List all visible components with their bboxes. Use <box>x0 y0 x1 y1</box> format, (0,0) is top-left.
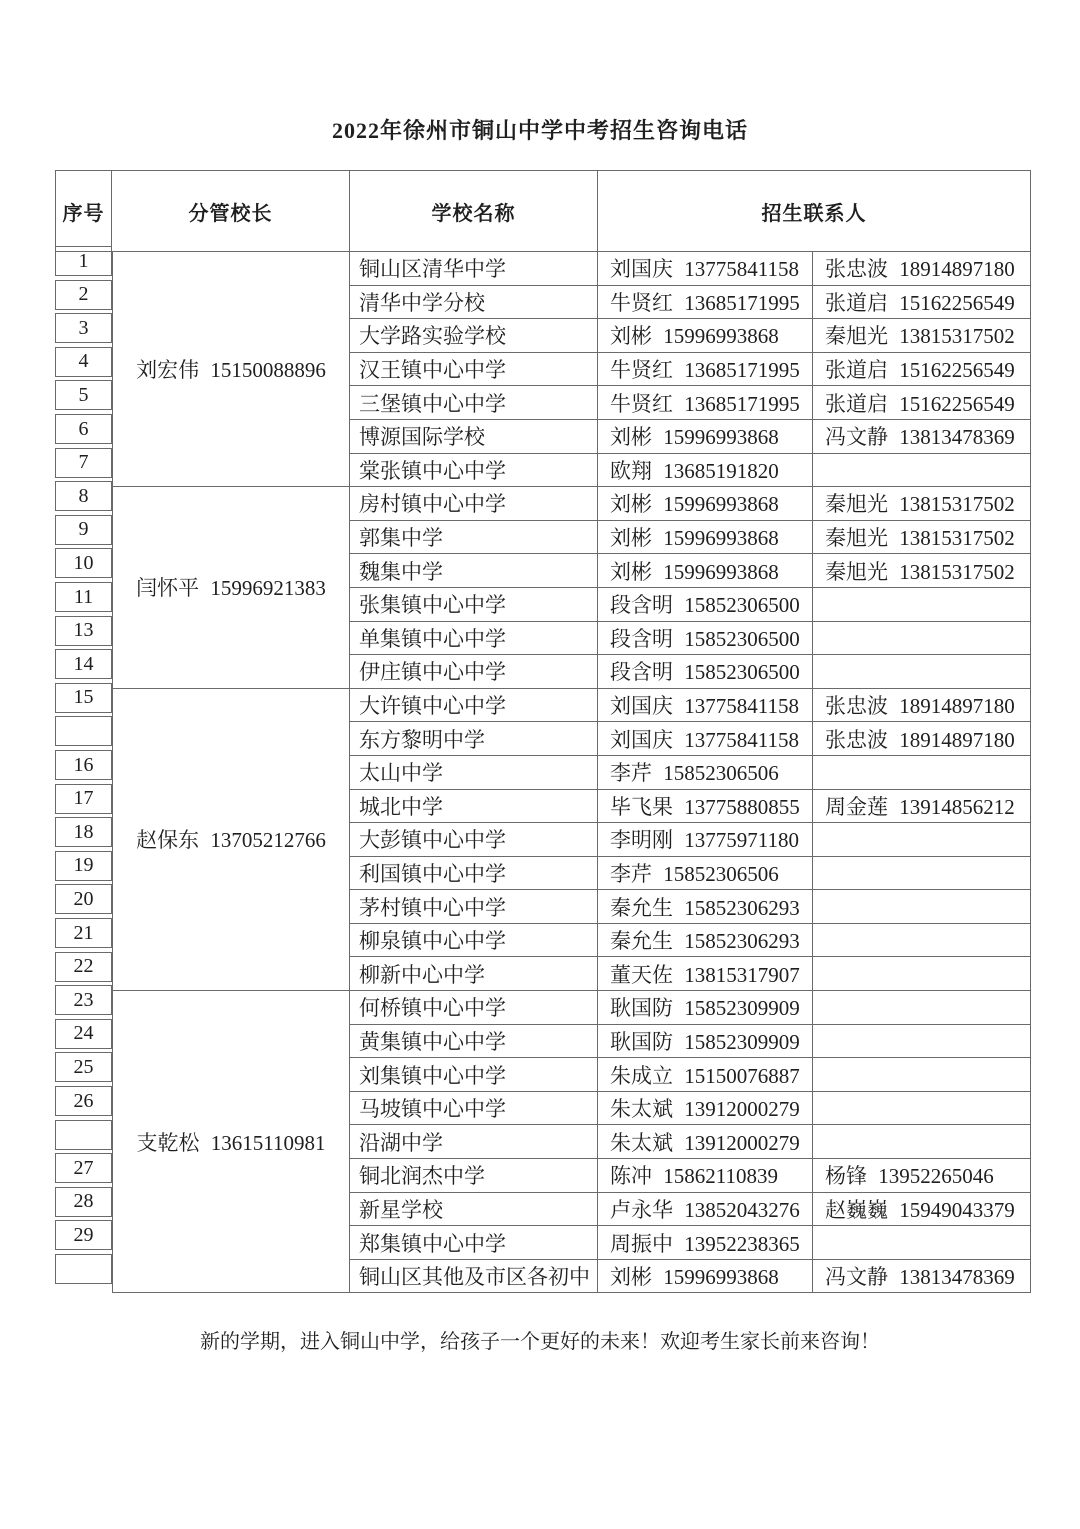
contact1-cell: 刘彬 15996993868 <box>598 487 813 521</box>
row-number-box: 5 <box>55 380 112 410</box>
school-cell: 黄集镇中心中学 <box>350 1025 598 1059</box>
school-cell: 清华中学分校 <box>350 286 598 320</box>
contact2-cell: 冯文静 13813478369 <box>813 1260 1031 1294</box>
contact2-cell: 赵巍巍 15949043379 <box>813 1193 1031 1227</box>
contact2-cell: 冯文静 13813478369 <box>813 420 1031 454</box>
contact1-cell: 周振中 13952238365 <box>598 1226 813 1260</box>
contact1-cell: 李芹 15852306506 <box>598 756 813 790</box>
principal-cell: 刘宏伟 15150088896 <box>112 252 350 487</box>
contact1-cell: 朱成立 15150076887 <box>598 1058 813 1092</box>
contact2-cell: 周金莲 13914856212 <box>813 790 1031 824</box>
row-number-box: 20 <box>55 884 112 914</box>
school-cell: 房村镇中心中学 <box>350 487 598 521</box>
school-cell: 单集镇中心中学 <box>350 622 598 656</box>
contact2-cell: 张忠波 18914897180 <box>813 252 1031 286</box>
contact2-cell <box>813 991 1031 1025</box>
contact1-cell: 陈冲 15862110839 <box>598 1159 813 1193</box>
row-number-box: 2 <box>55 280 112 310</box>
contact2-cell <box>813 454 1031 488</box>
contact1-cell: 朱太斌 13912000279 <box>598 1092 813 1126</box>
contact2-cell <box>813 756 1031 790</box>
row-number-box: 11 <box>55 582 112 612</box>
header-cell-school: 学校名称 <box>350 170 598 252</box>
school-cell: 铜山区其他及市区各初中 <box>350 1260 598 1294</box>
school-cell: 马坡镇中心中学 <box>350 1092 598 1126</box>
row-number-box: 22 <box>55 952 112 982</box>
school-cell: 大彭镇中心中学 <box>350 823 598 857</box>
school-cell: 柳新中心中学 <box>350 957 598 991</box>
contact1-cell: 朱太斌 13912000279 <box>598 1125 813 1159</box>
school-cell: 太山中学 <box>350 756 598 790</box>
contact2-cell <box>813 823 1031 857</box>
page-title: 2022年徐州市铜山中学中考招生咨询电话 <box>331 118 748 143</box>
row-number-box: 6 <box>55 414 112 444</box>
contact1-cell: 刘国庆 13775841158 <box>598 722 813 756</box>
row-number-box: 17 <box>55 784 112 814</box>
school-cell: 刘集镇中心中学 <box>350 1058 598 1092</box>
contact2-cell <box>813 1058 1031 1092</box>
row-number-box: 28 <box>55 1187 112 1217</box>
principal-cell: 支乾松 13615110981 <box>112 991 350 1293</box>
school-cell: 博源国际学校 <box>350 420 598 454</box>
contact2-cell <box>813 588 1031 622</box>
contact2-cell <box>813 890 1031 924</box>
contact2-cell: 秦旭光 13815317502 <box>813 521 1031 555</box>
contact2-cell <box>813 1092 1031 1126</box>
school-cell: 铜山区清华中学 <box>350 252 598 286</box>
school-cell: 郑集镇中心中学 <box>350 1226 598 1260</box>
school-cell: 利国镇中心中学 <box>350 857 598 891</box>
contact2-cell <box>813 1226 1031 1260</box>
contact1-cell: 李芹 15852306506 <box>598 857 813 891</box>
contact1-cell: 欧翔 13685191820 <box>598 454 813 488</box>
contact1-cell: 牛贤红 13685171995 <box>598 353 813 387</box>
row-number-box <box>55 1120 112 1150</box>
contact1-cell: 刘彬 15996993868 <box>598 521 813 555</box>
school-cell: 伊庄镇中心中学 <box>350 655 598 689</box>
contact1-cell: 刘彬 15996993868 <box>598 420 813 454</box>
row-number-box <box>55 716 112 746</box>
contact1-cell: 牛贤红 13685171995 <box>598 286 813 320</box>
row-number-box: 3 <box>55 313 112 343</box>
contact2-cell <box>813 655 1031 689</box>
school-cell: 大许镇中心中学 <box>350 689 598 723</box>
school-cell: 张集镇中心中学 <box>350 588 598 622</box>
row-number-box: 21 <box>55 918 112 948</box>
row-number-box: 27 <box>55 1153 112 1183</box>
contact1-cell: 刘国庆 13775841158 <box>598 252 813 286</box>
school-cell: 郭集中学 <box>350 521 598 555</box>
contact1-cell: 耿国防 15852309909 <box>598 991 813 1025</box>
school-cell: 柳泉镇中心中学 <box>350 924 598 958</box>
row-number-box: 23 <box>55 985 112 1015</box>
row-number-box: 26 <box>55 1086 112 1116</box>
row-number-box: 16 <box>55 750 112 780</box>
row-number-box: 9 <box>55 515 112 545</box>
contact2-cell: 张忠波 18914897180 <box>813 689 1031 723</box>
contact2-cell: 杨锋 13952265046 <box>813 1159 1031 1193</box>
row-number-box: 24 <box>55 1019 112 1049</box>
school-cell: 城北中学 <box>350 790 598 824</box>
contact1-cell: 秦允生 15852306293 <box>598 924 813 958</box>
contact2-cell: 张道启 15162256549 <box>813 353 1031 387</box>
contact1-cell: 刘彬 15996993868 <box>598 319 813 353</box>
row-number-box: 29 <box>55 1220 112 1250</box>
contact2-cell <box>813 957 1031 991</box>
contact2-cell <box>813 1125 1031 1159</box>
contact1-cell: 耿国防 15852309909 <box>598 1025 813 1059</box>
header-cell-principal: 分管校长 <box>112 170 350 252</box>
admissions-table <box>55 170 1031 1293</box>
school-cell: 沿湖中学 <box>350 1125 598 1159</box>
contact1-cell: 刘彬 15996993868 <box>598 1260 813 1294</box>
contact1-cell: 毕飞果 13775880855 <box>598 790 813 824</box>
school-cell: 魏集中学 <box>350 554 598 588</box>
school-cell: 东方黎明中学 <box>350 722 598 756</box>
contact1-cell: 卢永华 13852043276 <box>598 1193 813 1227</box>
header-cell-no: 序号 <box>55 170 112 252</box>
school-cell: 铜北润杰中学 <box>350 1159 598 1193</box>
row-number-box <box>55 1254 112 1284</box>
contact1-cell: 秦允生 15852306293 <box>598 890 813 924</box>
table-wrap <box>55 170 1031 1293</box>
contact2-cell <box>813 857 1031 891</box>
principal-cell: 赵保东 13705212766 <box>112 689 350 991</box>
row-number-box: 18 <box>55 817 112 847</box>
contact1-cell: 李明刚 13775971180 <box>598 823 813 857</box>
row-number-box: 10 <box>55 548 112 578</box>
school-cell: 何桥镇中心中学 <box>350 991 598 1025</box>
contact1-cell: 段含明 15852306500 <box>598 588 813 622</box>
school-cell: 汉王镇中心中学 <box>350 353 598 387</box>
school-cell: 新星学校 <box>350 1193 598 1227</box>
school-cell: 茅村镇中心中学 <box>350 890 598 924</box>
row-number-box: 15 <box>55 683 112 713</box>
contact2-cell <box>813 622 1031 656</box>
contact2-cell <box>813 924 1031 958</box>
school-cell: 三堡镇中心中学 <box>350 386 598 420</box>
row-number-box: 8 <box>55 481 112 511</box>
contact1-cell: 刘彬 15996993868 <box>598 554 813 588</box>
row-number-box: 14 <box>55 649 112 679</box>
row-number-box: 19 <box>55 851 112 881</box>
row-number-box: 13 <box>55 616 112 646</box>
contact2-cell: 秦旭光 13815317502 <box>813 319 1031 353</box>
contact2-cell: 张道启 15162256549 <box>813 286 1031 320</box>
row-number-box: 25 <box>55 1052 112 1082</box>
contact1-cell: 牛贤红 13685171995 <box>598 386 813 420</box>
contact1-cell: 段含明 15852306500 <box>598 655 813 689</box>
header-cell-contacts: 招生联系人 <box>598 170 1031 252</box>
row-number-box: 7 <box>55 448 112 478</box>
contact1-cell: 刘国庆 13775841158 <box>598 689 813 723</box>
contact2-cell: 张道启 15162256549 <box>813 386 1031 420</box>
contact2-cell: 秦旭光 13815317502 <box>813 554 1031 588</box>
contact1-cell: 董天佐 13815317907 <box>598 957 813 991</box>
contact1-cell: 段含明 15852306500 <box>598 622 813 656</box>
row-number-box: 1 <box>55 246 112 276</box>
contact2-cell <box>813 1025 1031 1059</box>
school-cell: 大学路实验学校 <box>350 319 598 353</box>
contact2-cell: 张忠波 18914897180 <box>813 722 1031 756</box>
school-cell: 棠张镇中心中学 <box>350 454 598 488</box>
principal-cell: 闫怀平 15996921383 <box>112 487 350 689</box>
contact2-cell: 秦旭光 13815317502 <box>813 487 1031 521</box>
footer-note: 新的学期，进入铜山中学，给孩子一个更好的未来！欢迎考生家长前来咨询！ <box>200 1331 880 1354</box>
row-number-box: 4 <box>55 347 112 377</box>
